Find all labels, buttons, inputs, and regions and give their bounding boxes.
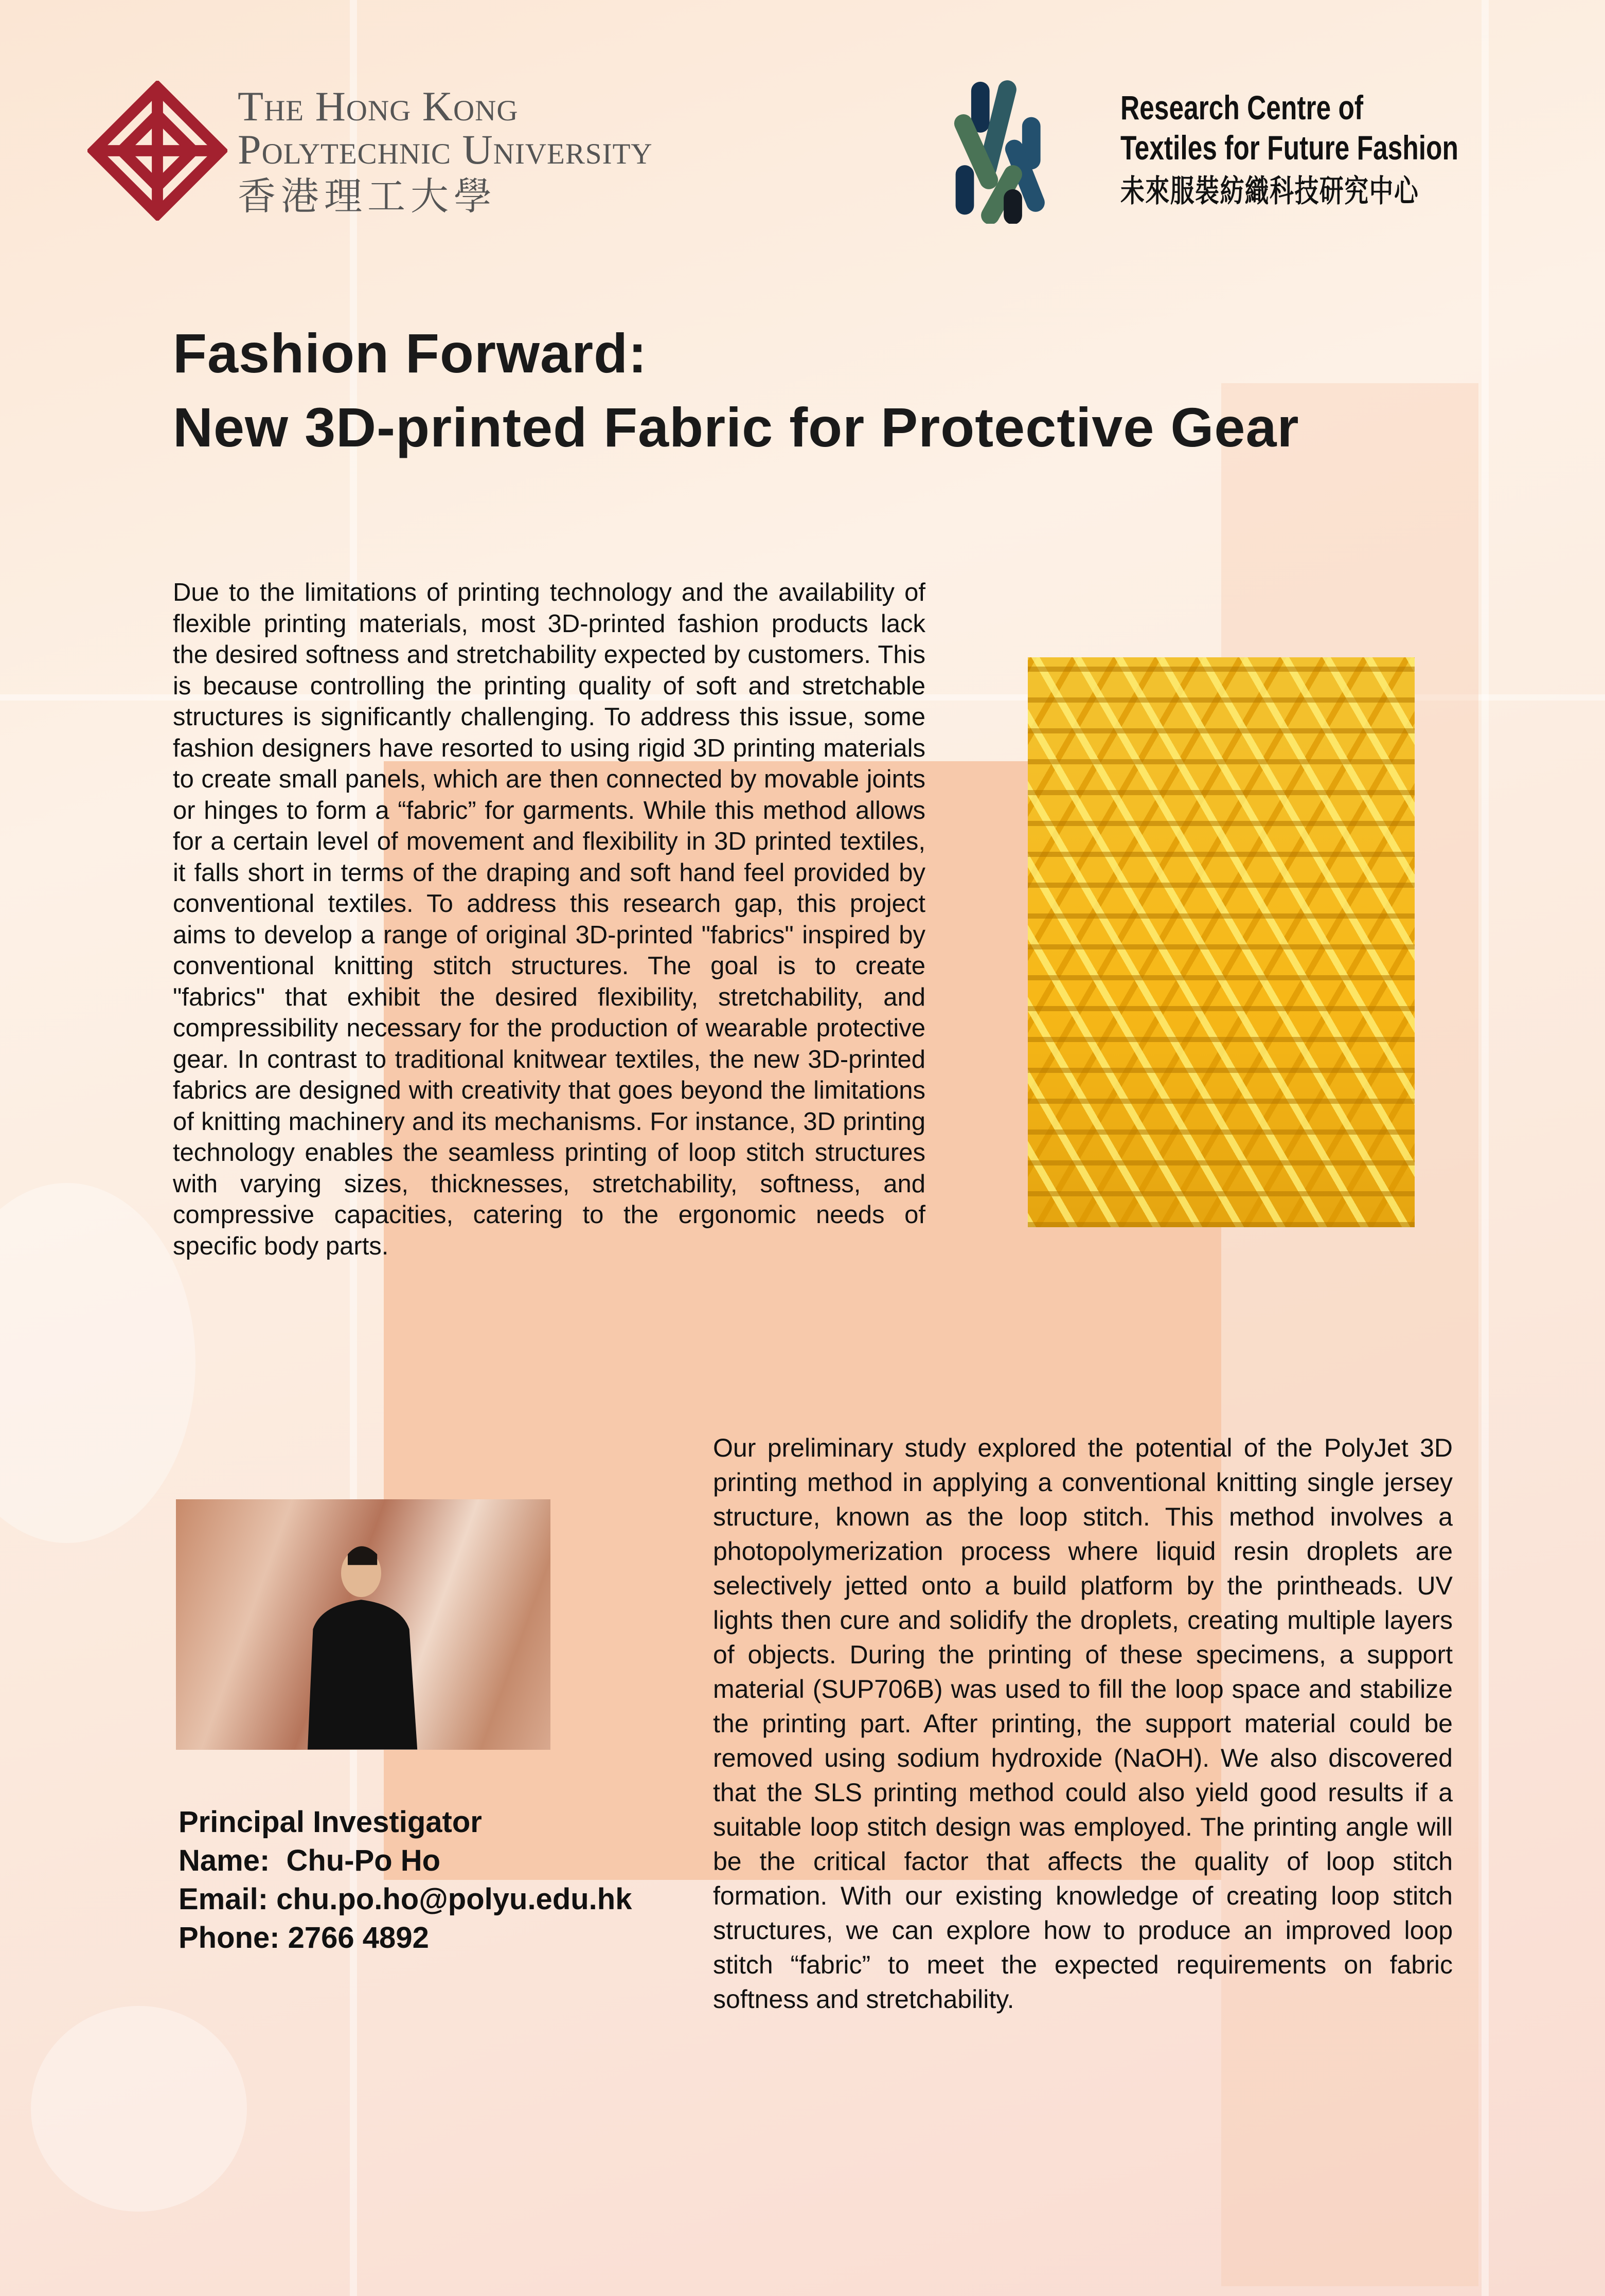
rctff-name-line2: Textiles for Future Fashion [1120,129,1458,167]
rctff-name [1120,87,1458,215]
polyu-name-line1: The Hong Kong [238,83,519,130]
background-bubble [31,2006,247,2212]
rctff-name-chinese: 未來服裝紡織科技研究中心 [1120,174,1419,208]
polyu-name-chinese: 香港理工大學 [238,176,497,218]
polyu-name [238,85,653,223]
intro-paragraph: Due to the limitations of printing technology and the availability of flexible printing materials, most 3D-printed fashion products lack the desired softness and stretchability expected by customers. This is because controlling the printing quality of soft and stretchable structures is significantly challenging. To address this issue, some fashion designers have resorted to using rigid 3D printing materials to create small panels, which are then connected by movable joints or hinges to form a “fabric” for garments. While this method allows for a certain level of movement and flexibility in 3D printed textiles, it falls short in terms of the draping and soft hand feel provided by conventional textiles. To address this research gap, this project aims to develop a range of original 3D-printed "fabrics" inspired by conventional knitting stitch structures. The goal is to create "fabrics" that exhibit the desired flexibility, stretchability, and compressibility necessary for the production of wearable protective gear. In contrast to traditional knitwear textiles, the new 3D-printed fabrics are designed with creativity that goes beyond the limitations of knitting machinery and its mechanisms. For instance, 3D printing technology enables the seamless printing of loop stitch structures with varying sizes, thicknesses, stretchability, softness, and compressive capacities, catering to the ergonomic needs of specific body parts. [173,579,925,1260]
investigator-name: Name: Chu-Po Ho [179,1844,441,1877]
investigator-info [179,1803,632,1957]
investigator-email[interactable]: Email: chu.po.ho@polyu.edu.hk [179,1882,632,1916]
investigator-photo [176,1499,550,1750]
3d-printed-fabric-image [1028,657,1415,1227]
polyu-emblem-icon [87,81,227,221]
title-line1: Fashion Forward: [173,322,648,384]
page-title [173,316,1299,464]
person-silhouette-icon [294,1535,428,1750]
investigator-phone: Phone: 2766 4892 [179,1921,429,1954]
study-paragraph: Our preliminary study explored the potential of the PolyJet 3D printing method in applying a conventional knitting single jersey structure, known as the loop stitch. This method involves a photopolymerization process where liquid resin droplets are selectively jetted onto a build platform by the printheads. UV lights then cure and solidify the droplets, creating multiple layers of objects. During the printing of these specimens, a support material (SUP706B) was used to fill the loop space and stabilize the printing part. After printing, the support material could be removed using sodium hydroxide (NaOH). We also discovered that the SLS printing method could also yield good results if a suitable loop stitch design was employed. The printing angle will be the critical factor that affects the quality of loop stitch formation. With our existing knowledge of creating loop stitch structures, we can explore how to produce an improved loop stitch “fabric” to meet the expected requirements on fabric softness and stretchability. [713,1433,1453,2014]
rctff-logo-icon [951,80,1092,224]
title-line2: New 3D-printed Fabric for Protective Gear [173,396,1299,458]
background-stripe [1482,0,1489,2296]
background-bubble [0,1183,195,1543]
polyu-name-line2: Polytechnic University [238,126,653,173]
investigator-heading: Principal Investigator [179,1805,482,1839]
rctff-name-line1: Research Centre of [1120,88,1364,127]
